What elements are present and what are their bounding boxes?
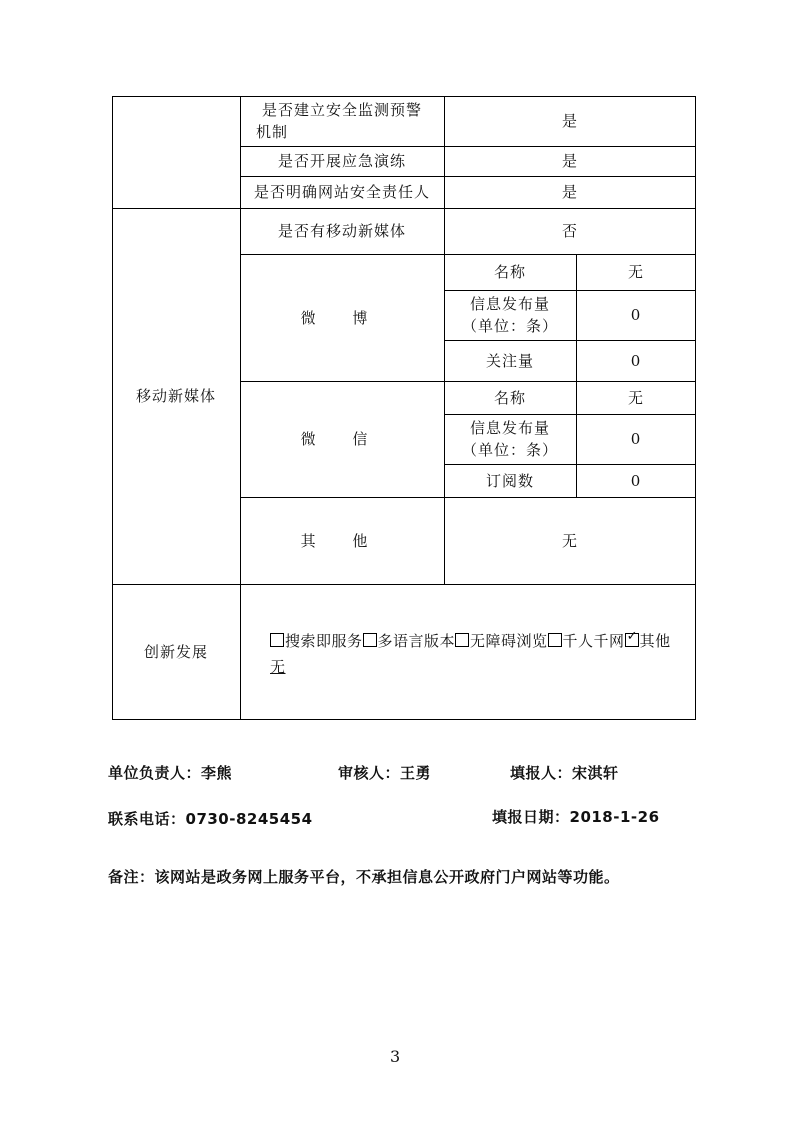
checkmark-icon: ✓ <box>626 629 638 644</box>
weibo-key: 名称 <box>493 263 526 281</box>
weixin-value: 0 <box>630 430 642 448</box>
page-number: 3 <box>390 1047 401 1066</box>
innovation-label: 创新发展 <box>143 643 208 661</box>
has-media-label: 是否有移动新媒体 <box>277 222 406 240</box>
weixin-key: 订阅数 <box>485 471 534 490</box>
weibo-key: 关注量 <box>485 351 534 370</box>
other-value: 无 <box>561 531 578 550</box>
option-other[interactable]: ✓ 其他 <box>626 629 671 650</box>
other-innovation-value: 无 <box>270 658 286 676</box>
weibo-label: 微 博 <box>300 308 384 327</box>
option-multilingual[interactable]: 多语言版本 <box>363 632 456 650</box>
media-section-label: 移动新媒体 <box>135 387 216 405</box>
remark: 备注：该网站是政务网上服务平台，不承担信息公开政府门户网站等功能。 <box>108 868 620 886</box>
weibo-value: 无 <box>627 263 644 281</box>
security-row-label: 是否明确网站安全责任人 <box>253 183 430 201</box>
checkbox-icon[interactable] <box>548 633 562 647</box>
reviewer: 审核人：王勇 <box>338 764 432 782</box>
checkbox-icon[interactable] <box>455 633 469 647</box>
label-line: 机制 <box>256 123 289 141</box>
weixin-label: 微 信 <box>300 430 384 448</box>
checkbox-icon[interactable] <box>270 633 284 647</box>
security-row-value: 是 <box>561 183 578 201</box>
contact-phone: 联系电话：0730-8245454 <box>108 810 313 828</box>
option-personalized[interactable]: 千人千网 <box>548 632 625 650</box>
weixin-value: 无 <box>627 388 644 407</box>
filler: 填报人：宋淇轩 <box>510 764 619 782</box>
security-row-label <box>240 96 444 146</box>
security-row-value: 是 <box>561 152 578 170</box>
has-media-value: 否 <box>561 222 578 240</box>
weixin-key: 信息发布量 （单位：条） <box>461 419 558 459</box>
weixin-value: 0 <box>630 471 642 490</box>
checkbox-icon[interactable] <box>363 633 377 647</box>
security-row-label: 是否开展应急演练 <box>277 152 406 170</box>
security-row-value: 是 <box>561 112 578 130</box>
option-accessibility[interactable]: 无障碍浏览 <box>455 632 548 650</box>
fill-date: 填报日期：2018-1-26 <box>492 808 660 826</box>
innovation-options <box>270 628 690 680</box>
weixin-key: 名称 <box>493 388 526 407</box>
option-search-service[interactable]: 搜索即服务 <box>270 632 363 650</box>
weibo-value: 0 <box>630 306 642 324</box>
unit-head: 单位负责人：李熊 <box>108 764 233 782</box>
label-line: 是否建立安全监测预警 <box>261 101 422 119</box>
weibo-value: 0 <box>630 351 642 370</box>
other-label: 其 他 <box>300 531 384 550</box>
checked-checkbox-icon[interactable] <box>625 629 639 647</box>
weibo-key: 信息发布量 （单位：条） <box>461 295 558 335</box>
